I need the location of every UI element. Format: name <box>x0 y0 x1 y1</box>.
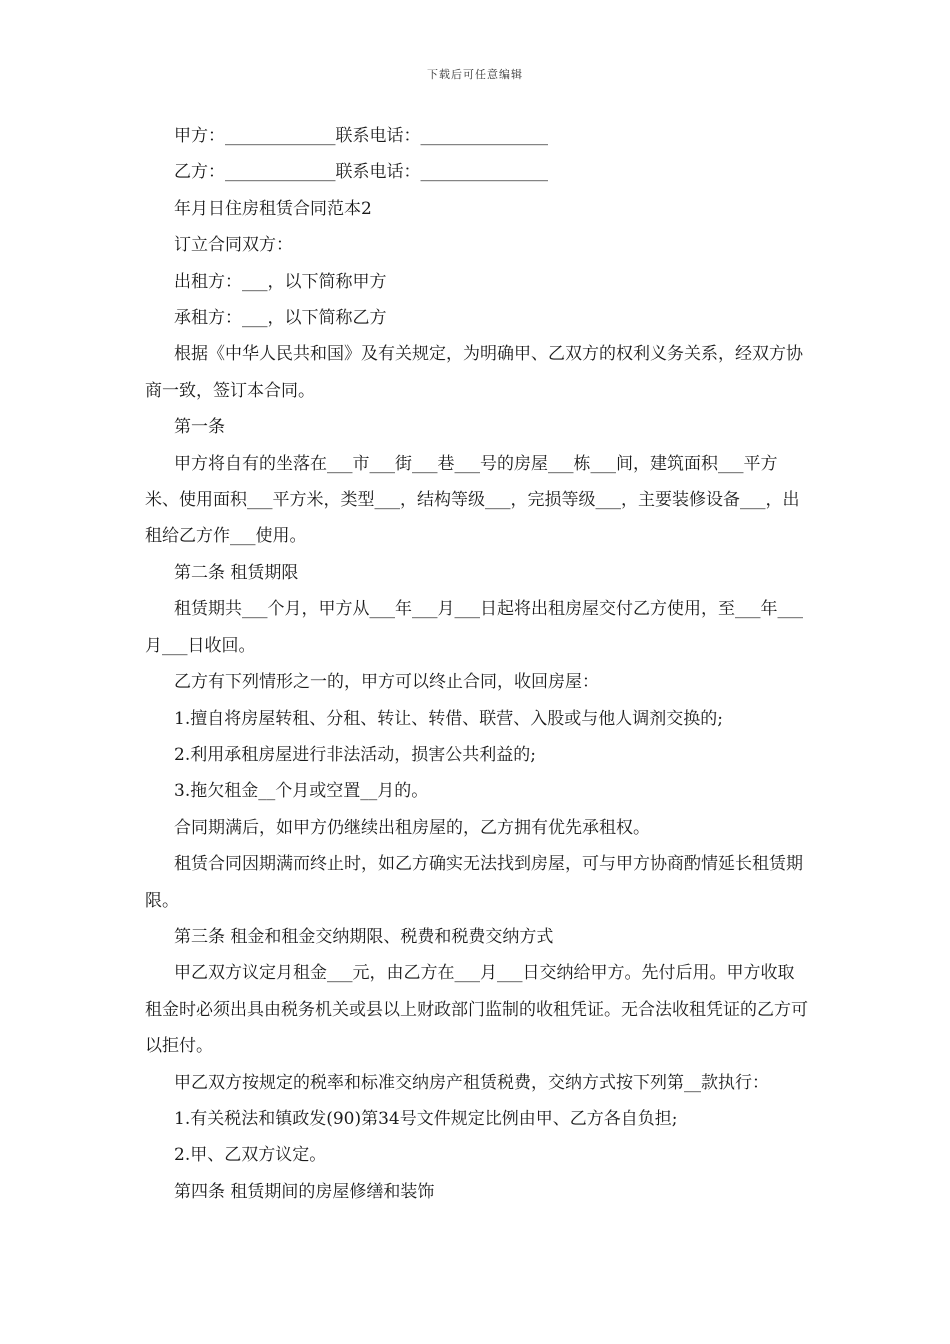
tax-clause-paragraph: 甲乙双方按规定的税率和标准交纳房产租赁税费，交纳方式按下列第__款执行： <box>174 1072 769 1093</box>
article-4-heading: 第四条 租赁期间的房屋修缮和装饰 <box>174 1181 435 1202</box>
lessor-line: 出租方：___，以下简称甲方 <box>174 271 387 292</box>
article-2-heading: 第二条 租赁期限 <box>174 562 299 583</box>
termination-item-3: 3.拖欠租金__个月或空置__月的。 <box>174 781 429 802</box>
tax-option-1: 1.有关税法和镇政发(90)第34号文件规定比例由甲、乙方各自负担; <box>174 1108 678 1129</box>
preamble-paragraph: 根据《中华人民共和国》及有关规定，为明确甲、乙双方的权利义务关系，经双方协商一致，签订本合同。 <box>145 344 803 401</box>
termination-item-1: 1.擅自将房屋转租、分租、转让、转借、联营、入股或与他人调剂交换的; <box>174 708 723 729</box>
article-1-paragraph: 甲方将自有的坐落在___市___街___巷___号的房屋___栋___间，建筑面积___平方米、使用面积___平方米，类型___，结构等级___，完损等级___，主要装修设备___，出租给乙方作___使用。 <box>145 453 800 547</box>
lessee-line: 承租方：___，以下简称乙方 <box>174 308 387 329</box>
article-3-heading: 第三条 租金和租金交纳期限、税费和税费交纳方式 <box>174 926 554 947</box>
article-3-paragraph: 甲乙双方议定月租金___元，由乙方在___月___日交纳给甲方。先付后用。甲方收取租金时必须出具由税务机关或县以上财政部门监制的收租凭证。无合法收租凭证的乙方可以拒付。 <box>145 963 808 1057</box>
termination-item-2: 2.利用承租房屋进行非法活动，损害公共利益的; <box>174 744 536 765</box>
extension-paragraph: 租赁合同因期满而终止时，如乙方确实无法找到房屋，可与甲方协商酌情延长租赁期限。 <box>145 854 803 911</box>
article-1-heading: 第一条 <box>174 417 225 438</box>
contract-body <box>145 118 811 1210</box>
contract-title: 年月日住房租赁合同范本2 <box>174 198 372 219</box>
header-note: 下载后可任意编辑 <box>427 68 523 81</box>
termination-intro: 乙方有下列情形之一的，甲方可以终止合同，收回房屋： <box>174 672 599 693</box>
renewal-priority-paragraph: 合同期满后，如甲方仍继续出租房屋的，乙方拥有优先承租权。 <box>174 817 650 838</box>
parties-heading: 订立合同双方： <box>174 235 293 256</box>
article-2-paragraph: 租赁期共___个月，甲方从___年___月___日起将出租房屋交付乙方使用，至___年___月___日收回。 <box>145 599 803 656</box>
tax-option-2: 2.甲、乙双方议定。 <box>174 1145 327 1166</box>
party-b-contact-line: 乙方：_____________联系电话：_______________ <box>174 162 548 183</box>
party-a-contact-line: 甲方：_____________联系电话：_______________ <box>174 126 548 146</box>
